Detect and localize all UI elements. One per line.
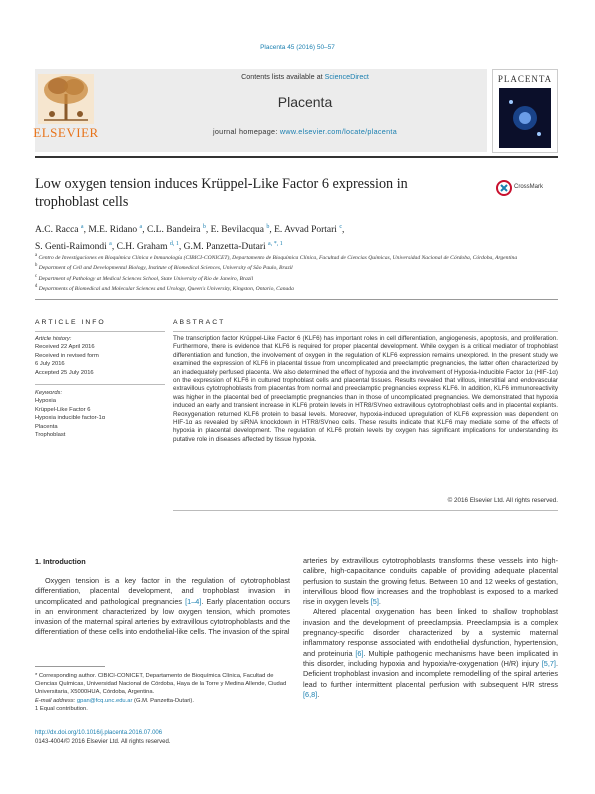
affiliation-mark: d xyxy=(35,284,38,290)
body-paragraph xyxy=(303,556,558,607)
affiliation-text: Department of Cell and Developmental Biology, Institute of Biomedical Sciences, University of São Paulo, Brazil xyxy=(38,265,293,272)
body-text: . Deficient trophoblast invasion and incomplete remodelling of the spiral arteries lead to further intermittent placental perfusion with subsequent H/R stress xyxy=(303,658,558,689)
author-name[interactable]: E. Bevilacqua xyxy=(210,225,264,236)
elsevier-tree-icon xyxy=(30,70,102,126)
email-label: E-mail address: xyxy=(35,697,77,704)
body-text: . Multiple pathogenic mechanisms have been implicated in this disorder, including hypoxia and hypoxia/re-oxygenation (H/R) injury xyxy=(303,648,558,668)
header-divider xyxy=(35,156,558,158)
author-name[interactable]: E. Avvad Portari xyxy=(274,225,337,236)
affiliation-item xyxy=(35,252,555,262)
section-divider xyxy=(35,299,558,300)
article-history xyxy=(35,335,165,377)
journal-header-banner xyxy=(35,69,487,152)
reference-link[interactable]: [1–4] xyxy=(185,596,202,606)
reference-link[interactable]: [5,7] xyxy=(541,658,556,668)
email-line xyxy=(35,697,290,705)
affiliations xyxy=(35,252,555,294)
journal-citation[interactable]: Placenta 45 (2016) 50–57 xyxy=(260,44,335,51)
abstract-heading: ABSTRACT xyxy=(173,319,226,326)
crossmark-icon xyxy=(496,180,512,196)
author-name[interactable]: M.E. Ridano xyxy=(88,225,138,236)
body-column-left xyxy=(35,576,290,638)
body-column-right xyxy=(303,556,558,700)
email-suffix: (G.M. Panzetta-Dutari). xyxy=(132,697,194,704)
abstract-rule xyxy=(173,331,558,332)
sciencedirect-link[interactable]: ScienceDirect xyxy=(324,72,369,81)
abstract-text: The transcription factor Krüppel-Like Factor 6 (KLF6) has important roles in cell differentiation, angiogenesis, apoptosis, and proliferation. Furthermore, there is evidence that KLF6 is required for proper placental development. While oxygen is a critical mediator of trophoblast differentiation and function, the involvement of oxygen in the regulation of KLF6 expression remains unexplored. In the present study we examined the expression of KLF6 in placental tissue from uncomplicated and preeclamptic pregnancies, the latter often characterized by an inadequately perfused placenta. We also determined the effect of hypoxia and the involvement of Hypoxia-Inducible Factor 1α (HIF-1α) on the expression of KLF6 in cultured trophoblast cells and placental tissues. Results revealed that villous, interstitial and endovascular extravillous cytotrophoblasts from placentas from normal and preeclamptic pregnancies express KLF6. In addition, KLF6 immunoreactivity was higher in the placental bed of preeclamptic pregnancies than in those of uncomplicated pregnancies. We demonstrated that hypoxia induced an early and transient increase in KLF6 protein levels in HTR8/SVneo extravillous cytotrophoblast cells and in placental explants. Reoxygenation returned KLF6 protein to basal levels. Moreover, hypoxia-induced upregulation of KLF6 expression was dependent on HIF-1α as revealed by siRNA knockdown in HTR8/SVneo cells. These results indicate that KLF6 may mediate some of the effects of hypoxia in placental development. The regulation of KLF6 protein levels by oxygen has significant implications for understanding its putative role in diseases affected by tissue hypoxia. xyxy=(173,335,558,443)
keyword-item: Trophoblast xyxy=(35,432,66,439)
author-name[interactable]: A.C. Racca xyxy=(35,225,79,236)
author-affiliation-mark[interactable]: b xyxy=(202,224,206,230)
author-name[interactable]: S. Genti-Raimondi xyxy=(35,242,107,253)
keyword-item: Hypoxia inducible factor-1α xyxy=(35,415,106,422)
author-affiliation-mark[interactable]: a xyxy=(109,241,112,248)
author-affiliation-mark[interactable]: a, *, 1 xyxy=(268,241,283,248)
body-text: Oxygen tension is a key factor in the regulation of cytotrophoblast differentiation, placental development, and trophoblast invasion in uncomplicated and pathological pregnancies xyxy=(35,576,290,606)
affiliation-item xyxy=(35,283,555,293)
journal-cover-thumbnail[interactable] xyxy=(492,69,558,153)
history-item: Received in revised form xyxy=(35,352,99,359)
cover-image-icon xyxy=(499,88,551,148)
affiliation-text: Departments of Biomedical and Molecular Sciences and Urology, Queen's University, Kingston, Ontario, Canada xyxy=(38,286,294,293)
history-label: Article history: xyxy=(35,336,72,342)
keywords-rule xyxy=(35,384,165,385)
crossmark-badge[interactable] xyxy=(496,180,566,198)
history-item: 6 July 2016 xyxy=(35,361,65,368)
equal-contribution-note: 1 Equal contribution. xyxy=(35,705,88,712)
introduction-heading: 1. Introduction xyxy=(35,557,86,566)
author-affiliation-mark[interactable]: d, 1 xyxy=(169,241,179,248)
paper-title: Low oxygen tension induces Krüppel-Like Factor 6 expression in trophoblast cells xyxy=(35,176,408,210)
reference-link[interactable]: [6,8] xyxy=(303,689,318,699)
author-list xyxy=(35,220,555,254)
crossmark-label: CrossMark xyxy=(514,184,544,190)
corresponding-author-note: * Corresponding author. CIBICI-CONICET, Departamento de Bioquímica Clínica, Facultad de Ciencias Químicas, Universidad Nacional de Córdoba, Haya de la Torre y Medina Allende, Ciudad Universitaria, X5000HUA, Córdoba, Argentina. xyxy=(35,673,287,696)
history-item: Received 22 April 2016 xyxy=(35,344,95,351)
article-info-heading: ARTICLE INFO xyxy=(35,319,106,326)
contents-prefix: Contents lists available at xyxy=(241,72,325,81)
author-affiliation-mark[interactable]: b xyxy=(266,224,270,230)
contents-line xyxy=(140,72,470,81)
reference-link[interactable]: [5] xyxy=(370,597,379,607)
cover-title: PLACENTA xyxy=(497,74,553,84)
affiliation-mark: a xyxy=(35,253,38,258)
affiliation-mark: c xyxy=(35,273,38,279)
keywords xyxy=(35,389,165,439)
affiliation-mark: b xyxy=(35,263,38,269)
doi-link[interactable]: http://dx.doi.org/10.1016/j.placenta.2016.07.006 xyxy=(35,730,163,736)
journal-homepage-line xyxy=(140,127,470,136)
affiliation-item xyxy=(35,262,555,272)
history-item: Accepted 25 July 2016 xyxy=(35,369,94,376)
publisher-name: ELSEVIER xyxy=(33,125,99,140)
homepage-prefix: journal homepage: xyxy=(212,127,280,136)
author-name[interactable]: G.M. Panzetta-Dutari xyxy=(183,242,266,253)
article-info-rule xyxy=(35,331,165,332)
abstract-copyright: © 2016 Elsevier Ltd. All rights reserved. xyxy=(447,497,558,504)
author-name[interactable]: C.H. Graham xyxy=(116,242,168,253)
keyword-item: Hypoxia xyxy=(35,398,56,405)
body-text: . Early placentation occurs in an environment characterized by low oxygen tension, which promotes invasion of the maternal spiral arteries by extravillous cytotrophoblasts and the differentiation of these cells into endothelial-like cells. The invasion of the spiral xyxy=(35,596,290,637)
issn-line: 0143-4004/© 2016 Elsevier Ltd. All rights reserved. xyxy=(35,739,171,745)
keywords-label: Keywords: xyxy=(35,390,63,396)
email-link[interactable]: gpan@fcq.unc.edu.ar xyxy=(76,697,133,704)
footnote-rule xyxy=(35,666,105,667)
abstract-bottom-rule xyxy=(173,510,558,511)
keyword-item: Krüppel-Like Factor 6 xyxy=(35,406,91,413)
affiliation-item xyxy=(35,273,555,283)
body-text: . xyxy=(378,597,381,607)
author-line-1: A.C. Racca $^a$, M.E. Ridano $^a$, C.L. Bandeira $^b$, E. Bevilacqua $^b$, E. Avvad Portari $^c$, xyxy=(35,224,345,236)
author-affiliation-mark[interactable]: a xyxy=(80,224,84,230)
homepage-link[interactable]: www.elsevier.com/locate/placenta xyxy=(279,127,397,136)
elsevier-logo[interactable] xyxy=(30,70,102,148)
author-line-2: S. Genti-Raimondi $^a$, C.H. Graham $^{d, 1}$, G.M. Panzetta-Dutari $^{a, *, 1}$ xyxy=(35,241,283,253)
reference-link[interactable]: [6] xyxy=(355,648,364,658)
keyword-item: Placenta xyxy=(35,423,58,430)
body-paragraph xyxy=(303,607,558,700)
body-text: Altered placental oxygenation has been linked to shallow trophoblast invasion and the development of preeclampsia. Preeclampsia is a complex pregnancy-specific disorder characterized by a systemic maternal inflammatory response associated with endothelial dysfunction, hypertension, and proteinuria xyxy=(303,607,558,658)
author-name[interactable]: C.L. Bandeira xyxy=(146,225,201,236)
journal-title: Placenta xyxy=(277,94,333,110)
footnotes xyxy=(35,672,290,713)
body-text: . xyxy=(317,689,320,699)
author-affiliation-mark[interactable]: a xyxy=(139,224,143,230)
body-text: arteries by extravillous cytotrophoblasts transforms these vessels into high-calibre, high-capacitance conduits capable of providing adequate placental perfusion to sustain the growing fetus. Between 10 and 12 weeks of gestation, intervillous blood flow increases and the trophoblast is exposed to a marked rise in oxygen levels xyxy=(303,556,558,607)
affiliation-text: Department of Pathology at Medical Sciences School, State University of Rio de Janeiro, Brazil xyxy=(38,275,254,282)
affiliation-text: Centro de Investigaciones en Bioquímica Clínica e Inmunología (CIBICI-CONICET), Departamento de Bioquímica Clínica, Facultad de Ciencias Químicas, Universidad Nacional de Córdoba, Córdoba, Argentina xyxy=(38,254,518,261)
author-affiliation-mark[interactable]: c xyxy=(339,224,342,230)
